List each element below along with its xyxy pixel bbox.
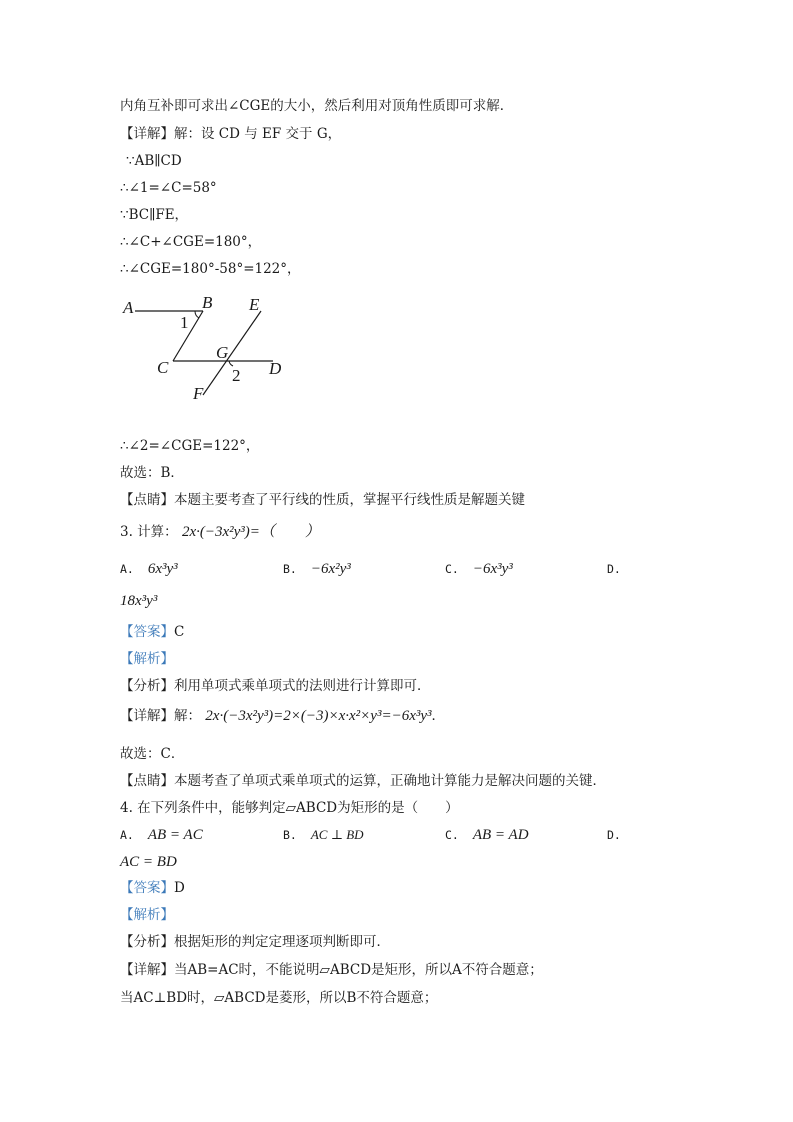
label-b: B — [202, 293, 213, 312]
q3-answer — [120, 622, 184, 642]
q4-option-a[interactable] — [120, 824, 203, 846]
detail-tag: 【详解】 — [120, 126, 174, 142]
option-label: D. — [607, 562, 621, 576]
option-label: B. — [283, 828, 297, 842]
label-2: 2 — [232, 366, 241, 385]
q2-after-figure: ∴∠2=∠CGE=122°， — [120, 438, 260, 454]
q2-step-5: ∴∠CGE=180°-58°=122°， — [120, 261, 301, 277]
comment-text: 本题主要考查了平行线的性质，掌握平行线性质是解题关键 — [174, 492, 525, 508]
q3-detail — [120, 706, 445, 726]
fenxi-tag: 【分析】 — [120, 934, 174, 950]
detail-text: 当AB=AC时，不能说明▱ABCD是矩形，所以A不符合题意； — [174, 962, 543, 978]
comment-tag: 【点睛】 — [120, 492, 174, 508]
answer-value: C — [174, 624, 185, 640]
comment-tag: 【点睛】 — [120, 773, 174, 789]
answer-tag: 【答案】 — [120, 624, 174, 640]
label-c: C — [157, 358, 169, 377]
q3-stem-prefix: 3. 计算： — [120, 524, 178, 540]
option-math: 6x³y³ — [147, 561, 178, 577]
fenxi-tag: 【分析】 — [120, 678, 174, 694]
q4-option-d-label[interactable] — [607, 824, 635, 846]
q2-step-1: ∵AB∥CD — [126, 153, 182, 169]
option-label: A. — [120, 562, 134, 576]
detail-prefix: 解： — [174, 708, 201, 724]
q3-stem — [120, 522, 320, 542]
comment-text: 本题考查了单项式乘单项式的运算，正确地计算能力是解决问题的关键． — [174, 773, 606, 789]
q4-answer — [120, 878, 185, 898]
q3-fenxi — [120, 676, 431, 696]
fenxi-text: 根据矩形的判定定理逐项判断即可． — [174, 934, 390, 950]
q3-comment — [120, 771, 606, 791]
option-label: D. — [607, 828, 621, 842]
q2-detail — [120, 124, 341, 144]
label-g: G — [216, 343, 229, 362]
q4-stem: 4. 在下列条件中，能够判定▱ABCD为矩形的是（ ） — [120, 800, 459, 816]
label-e: E — [249, 295, 260, 314]
q4-detail-line-1 — [120, 960, 543, 980]
detail-tag: 【详解】 — [120, 962, 174, 978]
q4-fenxi — [120, 932, 390, 952]
label-a: A — [123, 298, 134, 317]
detail-tag: 【详解】 — [120, 708, 174, 724]
q3-choice: 故选：C． — [120, 746, 185, 762]
q4-option-d-math[interactable] — [120, 851, 177, 873]
detail-text: 解：设 CD 与 EF 交于 G， — [174, 126, 342, 142]
option-math: AC ⊥ BD — [310, 827, 364, 842]
q4-analysis-tag: 【解析】 — [120, 907, 174, 923]
option-label: C. — [445, 828, 459, 842]
intro-text: 内角互补即可求出∠CGE的大小，然后利用对顶角性质即可求解． — [120, 98, 514, 114]
detail-math: 2x·(−3x²y³)=2×(−3)×x·x²×y³=−6x³y³ — [205, 708, 432, 724]
option-math: −6x³y³ — [472, 561, 513, 577]
q3-option-d-label[interactable] — [607, 558, 635, 580]
q4-option-b[interactable] — [283, 824, 364, 846]
q3-analysis-tag: 【解析】 — [120, 651, 174, 667]
label-f: F — [193, 384, 204, 403]
option-label: B. — [283, 562, 297, 576]
option-math: 18x³y³ — [120, 593, 158, 609]
option-label: A. — [120, 828, 134, 842]
detail-end: ． — [431, 708, 445, 724]
q3-option-b[interactable] — [283, 558, 351, 580]
option-math: AB = AC — [147, 827, 203, 843]
q3-option-d-math[interactable] — [120, 590, 157, 612]
q3-option-c[interactable] — [445, 558, 513, 580]
answer-tag: 【答案】 — [120, 880, 174, 896]
q3-stem-math: 2x·(−3x²y³)=（ ） — [181, 524, 320, 540]
q2-comment — [120, 490, 525, 510]
fenxi-text: 利用单项式乘单项式的法则进行计算即可． — [174, 678, 431, 694]
q2-choice: 故选：B． — [120, 465, 184, 481]
option-math: AB = AD — [472, 827, 529, 843]
q4-detail-line-2: 当AC⊥BD时，▱ABCD是菱形，所以B不符合题意； — [120, 990, 438, 1006]
label-1: 1 — [180, 313, 189, 332]
option-math: −6x²y³ — [310, 561, 351, 577]
angle-1-arc — [195, 311, 199, 318]
q2-step-2: ∴∠1=∠C=58° — [120, 180, 217, 196]
option-label: C. — [445, 562, 459, 576]
option-math: AC = BD — [120, 854, 177, 870]
answer-value: D — [174, 880, 185, 896]
label-d: D — [269, 359, 282, 378]
geometry-figure — [115, 290, 315, 405]
q4-option-c[interactable] — [445, 824, 529, 846]
q3-option-a[interactable] — [120, 558, 178, 580]
q2-step-4: ∴∠C+∠CGE=180°， — [120, 234, 262, 250]
q2-step-3: ∵BC∥FE， — [120, 207, 189, 223]
